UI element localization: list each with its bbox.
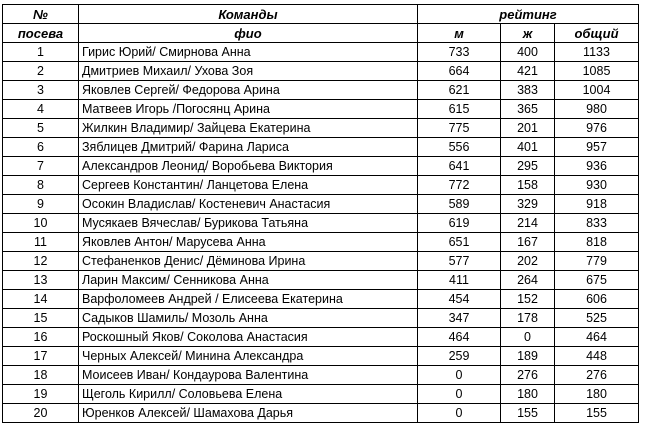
rating-zh: 401 xyxy=(501,138,555,157)
rating-zh: 201 xyxy=(501,119,555,138)
team-name: Яковлев Антон/ Марусева Анна xyxy=(79,233,418,252)
team-name: Яковлев Сергей/ Федорова Арина xyxy=(79,81,418,100)
rating-zh: 276 xyxy=(501,366,555,385)
rating-total: 675 xyxy=(555,271,639,290)
rating-total: 1133 xyxy=(555,43,639,62)
team-name: Варфоломеев Андрей / Елисеева Екатерина xyxy=(79,290,418,309)
rating-zh: 365 xyxy=(501,100,555,119)
team-name: Моисеев Иван/ Кондаурова Валентина xyxy=(79,366,418,385)
rating-zh: 158 xyxy=(501,176,555,195)
rating-total: 606 xyxy=(555,290,639,309)
seed-number: 9 xyxy=(3,195,79,214)
seed-number: 14 xyxy=(3,290,79,309)
rating-m: 556 xyxy=(418,138,501,157)
header-rating: рейтинг xyxy=(418,5,639,24)
rating-m: 651 xyxy=(418,233,501,252)
rating-m: 577 xyxy=(418,252,501,271)
rating-m: 615 xyxy=(418,100,501,119)
team-name: Дмитриев Михаил/ Ухова Зоя xyxy=(79,62,418,81)
rating-m: 619 xyxy=(418,214,501,233)
rating-zh: 167 xyxy=(501,233,555,252)
rating-m: 664 xyxy=(418,62,501,81)
table-row xyxy=(3,81,639,100)
seed-number: 5 xyxy=(3,119,79,138)
team-name: Осокин Владислав/ Костеневич Анастасия xyxy=(79,195,418,214)
team-name: Мусякаев Вячеслав/ Бурикова Татьяна xyxy=(79,214,418,233)
table-row xyxy=(3,385,639,404)
table-row xyxy=(3,195,639,214)
header-total: общий xyxy=(555,24,639,43)
rating-m: 464 xyxy=(418,328,501,347)
rating-zh: 295 xyxy=(501,157,555,176)
rating-total: 448 xyxy=(555,347,639,366)
rating-m: 772 xyxy=(418,176,501,195)
rating-m: 621 xyxy=(418,81,501,100)
team-name: Александров Леонид/ Воробьева Виктория xyxy=(79,157,418,176)
seed-number: 6 xyxy=(3,138,79,157)
seed-number: 15 xyxy=(3,309,79,328)
table-row xyxy=(3,138,639,157)
header-fio: фио xyxy=(79,24,418,43)
rating-total: 155 xyxy=(555,404,639,423)
table-row xyxy=(3,366,639,385)
seed-number: 8 xyxy=(3,176,79,195)
rating-total: 464 xyxy=(555,328,639,347)
rating-total: 976 xyxy=(555,119,639,138)
rating-m: 589 xyxy=(418,195,501,214)
seed-number: 11 xyxy=(3,233,79,252)
rating-total: 180 xyxy=(555,385,639,404)
rating-zh: 329 xyxy=(501,195,555,214)
rating-zh: 383 xyxy=(501,81,555,100)
seed-number: 1 xyxy=(3,43,79,62)
rating-m: 259 xyxy=(418,347,501,366)
rating-zh: 178 xyxy=(501,309,555,328)
table-row xyxy=(3,43,639,62)
seed-number: 10 xyxy=(3,214,79,233)
team-name: Матвеев Игорь /Погосянц Арина xyxy=(79,100,418,119)
table-row xyxy=(3,62,639,81)
rating-m: 347 xyxy=(418,309,501,328)
header-num: № xyxy=(3,5,79,24)
seed-number: 4 xyxy=(3,100,79,119)
table-row xyxy=(3,328,639,347)
header-row-1 xyxy=(3,5,639,24)
seed-number: 19 xyxy=(3,385,79,404)
rating-m: 454 xyxy=(418,290,501,309)
header-seed: посева xyxy=(3,24,79,43)
rating-m: 0 xyxy=(418,385,501,404)
rating-total: 1004 xyxy=(555,81,639,100)
table-row xyxy=(3,176,639,195)
rating-total: 276 xyxy=(555,366,639,385)
rating-total: 980 xyxy=(555,100,639,119)
seed-number: 3 xyxy=(3,81,79,100)
team-name: Стефаненков Денис/ Дёминова Ирина xyxy=(79,252,418,271)
seed-number: 7 xyxy=(3,157,79,176)
table-row xyxy=(3,271,639,290)
table-row xyxy=(3,290,639,309)
team-name: Роскошный Яков/ Соколова Анастасия xyxy=(79,328,418,347)
rating-zh: 400 xyxy=(501,43,555,62)
team-name: Юренков Алексей/ Шамахова Дарья xyxy=(79,404,418,423)
header-zh: ж xyxy=(501,24,555,43)
team-name: Черных Алексей/ Минина Александра xyxy=(79,347,418,366)
seed-number: 16 xyxy=(3,328,79,347)
team-name: Гирис Юрий/ Смирнова Анна xyxy=(79,43,418,62)
team-name: Жилкин Владимир/ Зайцева Екатерина xyxy=(79,119,418,138)
table-row xyxy=(3,252,639,271)
table-row xyxy=(3,347,639,366)
rating-zh: 155 xyxy=(501,404,555,423)
table-row xyxy=(3,214,639,233)
rating-total: 936 xyxy=(555,157,639,176)
table-row xyxy=(3,309,639,328)
rating-m: 411 xyxy=(418,271,501,290)
seed-number: 17 xyxy=(3,347,79,366)
seed-number: 18 xyxy=(3,366,79,385)
rating-m: 0 xyxy=(418,404,501,423)
team-name: Зяблицев Дмитрий/ Фарина Лариса xyxy=(79,138,418,157)
table-row xyxy=(3,100,639,119)
rating-zh: 189 xyxy=(501,347,555,366)
team-name: Садыков Шамиль/ Мозоль Анна xyxy=(79,309,418,328)
rating-zh: 202 xyxy=(501,252,555,271)
header-row-2 xyxy=(3,24,639,43)
rating-total: 833 xyxy=(555,214,639,233)
rating-zh: 421 xyxy=(501,62,555,81)
team-name: Сергеев Константин/ Ланцетова Елена xyxy=(79,176,418,195)
header-m: м xyxy=(418,24,501,43)
rating-m: 0 xyxy=(418,366,501,385)
rating-total: 779 xyxy=(555,252,639,271)
header-teams: Команды xyxy=(79,5,418,24)
seed-number: 13 xyxy=(3,271,79,290)
table-row xyxy=(3,119,639,138)
table-row xyxy=(3,404,639,423)
seed-number: 2 xyxy=(3,62,79,81)
rating-m: 733 xyxy=(418,43,501,62)
rating-m: 641 xyxy=(418,157,501,176)
seeding-table xyxy=(2,4,639,423)
rating-total: 930 xyxy=(555,176,639,195)
rating-m: 775 xyxy=(418,119,501,138)
rating-total: 957 xyxy=(555,138,639,157)
rating-zh: 214 xyxy=(501,214,555,233)
rating-total: 1085 xyxy=(555,62,639,81)
rating-zh: 264 xyxy=(501,271,555,290)
seed-number: 12 xyxy=(3,252,79,271)
table-row xyxy=(3,157,639,176)
team-name: Щеголь Кирилл/ Соловьева Елена xyxy=(79,385,418,404)
team-name: Ларин Максим/ Сенникова Анна xyxy=(79,271,418,290)
rating-zh: 180 xyxy=(501,385,555,404)
rating-zh: 0 xyxy=(501,328,555,347)
rating-total: 818 xyxy=(555,233,639,252)
table-row xyxy=(3,233,639,252)
rating-total: 525 xyxy=(555,309,639,328)
seed-number: 20 xyxy=(3,404,79,423)
rating-total: 918 xyxy=(555,195,639,214)
rating-zh: 152 xyxy=(501,290,555,309)
